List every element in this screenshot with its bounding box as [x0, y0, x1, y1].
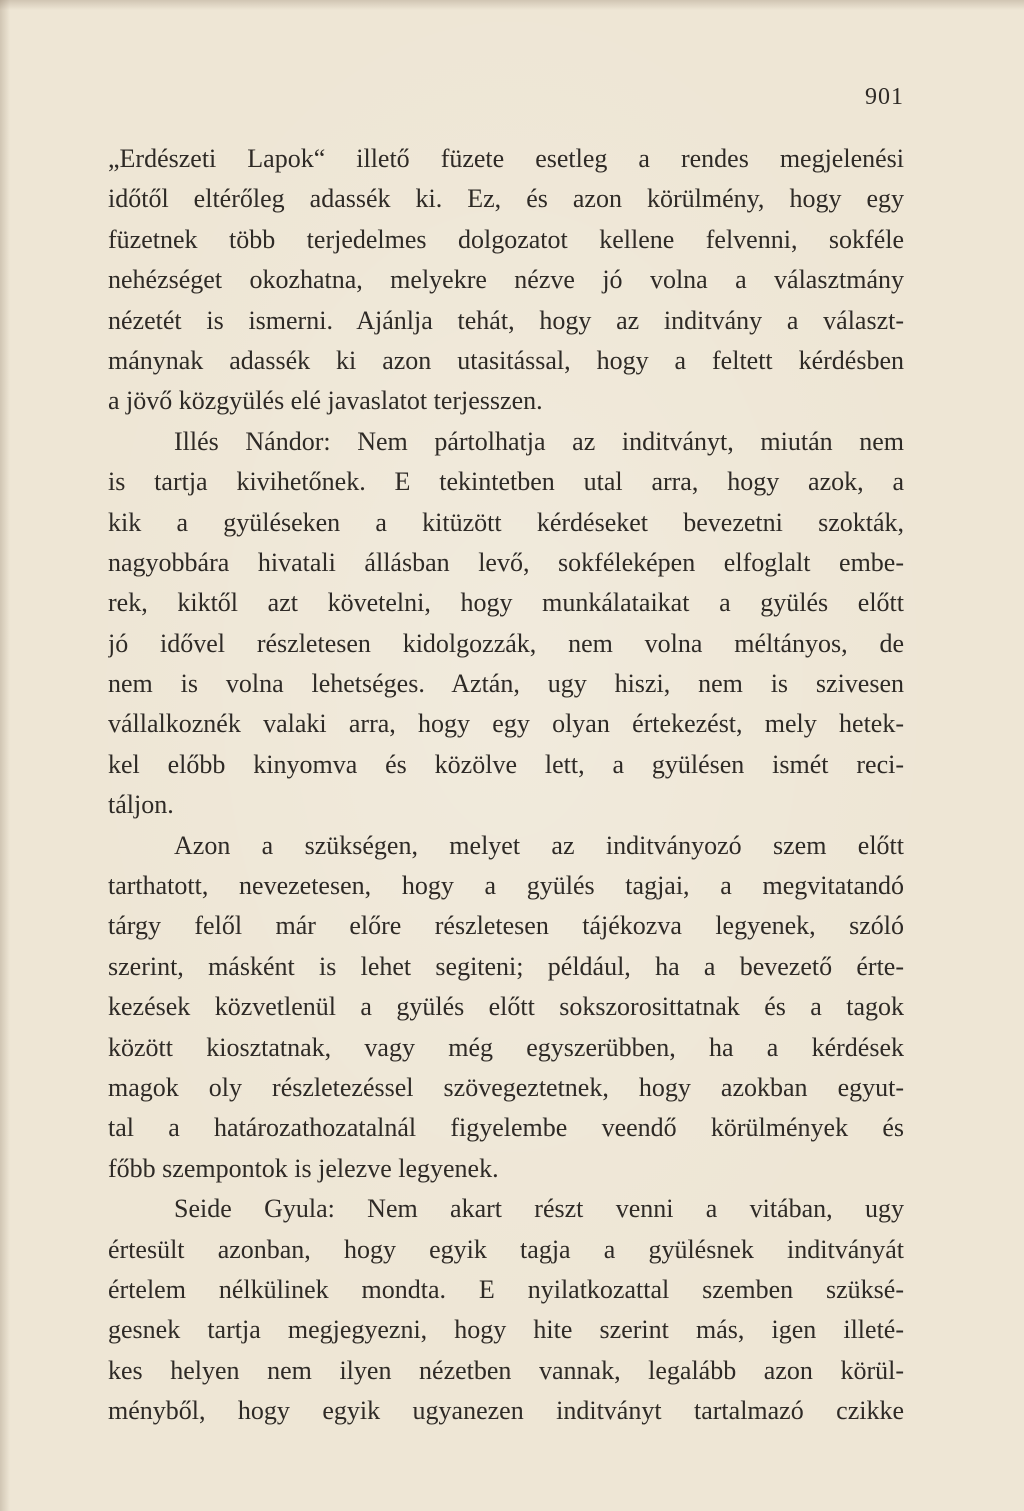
page-shadow-left — [0, 0, 10, 1511]
text-line: főbb szempontok is jelezve legyenek. — [108, 1153, 499, 1183]
text-line: táljon. — [108, 790, 174, 820]
text-line: kezések közvetlenül a gyülés előtt sokszorosittatnak és a tagok — [108, 992, 904, 1022]
text-line: kel előbb kinyomva és közölve lett, a gyülésen ismét reci- — [108, 749, 904, 779]
text-line: Azon a szükségen, melyet az inditványozó szem előtt — [174, 830, 904, 860]
text-line: időtől eltérőleg adassék ki. Ez, és azon körülmény, hogy egy — [108, 184, 904, 214]
text-line: magok oly részletezéssel szövegeztetnek, hogy azokban egyut- — [108, 1072, 904, 1102]
text-line: tárgy felől már előre részletesen tájékozva legyenek, szóló — [108, 911, 904, 941]
text-line: nem is volna lehetséges. Aztán, ugy hiszi, nem is szivesen — [108, 669, 904, 699]
text-line: nehézséget okozhatna, melyekre nézve jó volna a választmány — [108, 265, 904, 295]
text-line: vállalkoznék valaki arra, hogy egy olyan értekezést, mely hetek- — [108, 709, 904, 739]
text-line: jó idővel részletesen kidolgozzák, nem volna méltányos, de — [108, 628, 904, 658]
text-line: is tartja kivihetőnek. E tekintetben utal arra, hogy azok, a — [108, 467, 904, 497]
text-line: mánynak adassék ki azon utasitással, hogy a feltett kérdésben — [108, 345, 904, 375]
text-line: tal a határozathozatalnál figyelembe veendő körülmények és — [108, 1113, 904, 1143]
text-line: tarthatott, nevezetesen, hogy a gyülés tagjai, a megvitatandó — [108, 871, 904, 901]
text-line: Illés Nándor: Nem pártolhatja az inditványt, miután nem — [174, 426, 904, 456]
text-line: Seide Gyula: Nem akart részt venni a vitában, ugy — [174, 1194, 904, 1224]
page-shadow-top — [0, 0, 1024, 10]
text-line: értelem nélkülinek mondta. E nyilatkozattal szemben szüksé- — [108, 1274, 904, 1304]
text-line: ményből, hogy egyik ugyanezen inditványt tartalmazó czikke — [108, 1396, 904, 1426]
text-line: szerint, másként is lehet segiteni; például, ha a bevezető érte- — [108, 951, 904, 981]
text-line: kik a gyüléseken a kitüzött kérdéseket bevezetni szokták, — [108, 507, 904, 537]
body-text — [108, 139, 904, 1432]
text-line: füzetnek több terjedelmes dolgozatot kellene felvenni, sokféle — [108, 224, 904, 254]
text-line: kes helyen nem ilyen nézetben vannak, legalább azon körül- — [108, 1355, 904, 1385]
text-line: nézetét is ismerni. Ajánlja tehát, hogy az inditvány a választ- — [108, 305, 904, 335]
text-line: között kiosztatnak, vagy még egyszerübben, ha a kérdések — [108, 1032, 904, 1062]
text-line: „Erdészeti Lapok“ illető füzete esetleg a rendes megjelenési — [108, 144, 904, 173]
text-line: nagyobbára hivatali állásban levő, sokféleképen elfoglalt embe- — [108, 547, 904, 577]
text-line: rek, kiktől azt követelni, hogy munkálataikat a gyülés előtt — [108, 588, 904, 618]
page-number: 901 — [865, 84, 904, 110]
text-line: értesült azonban, hogy egyik tagja a gyülésnek inditványát — [108, 1234, 904, 1264]
text-line: gesnek tartja megjegyezni, hogy hite szerint más, igen illeté- — [108, 1315, 904, 1345]
text-line: a jövő közgyülés elé javaslatot terjesszen. — [108, 386, 543, 416]
